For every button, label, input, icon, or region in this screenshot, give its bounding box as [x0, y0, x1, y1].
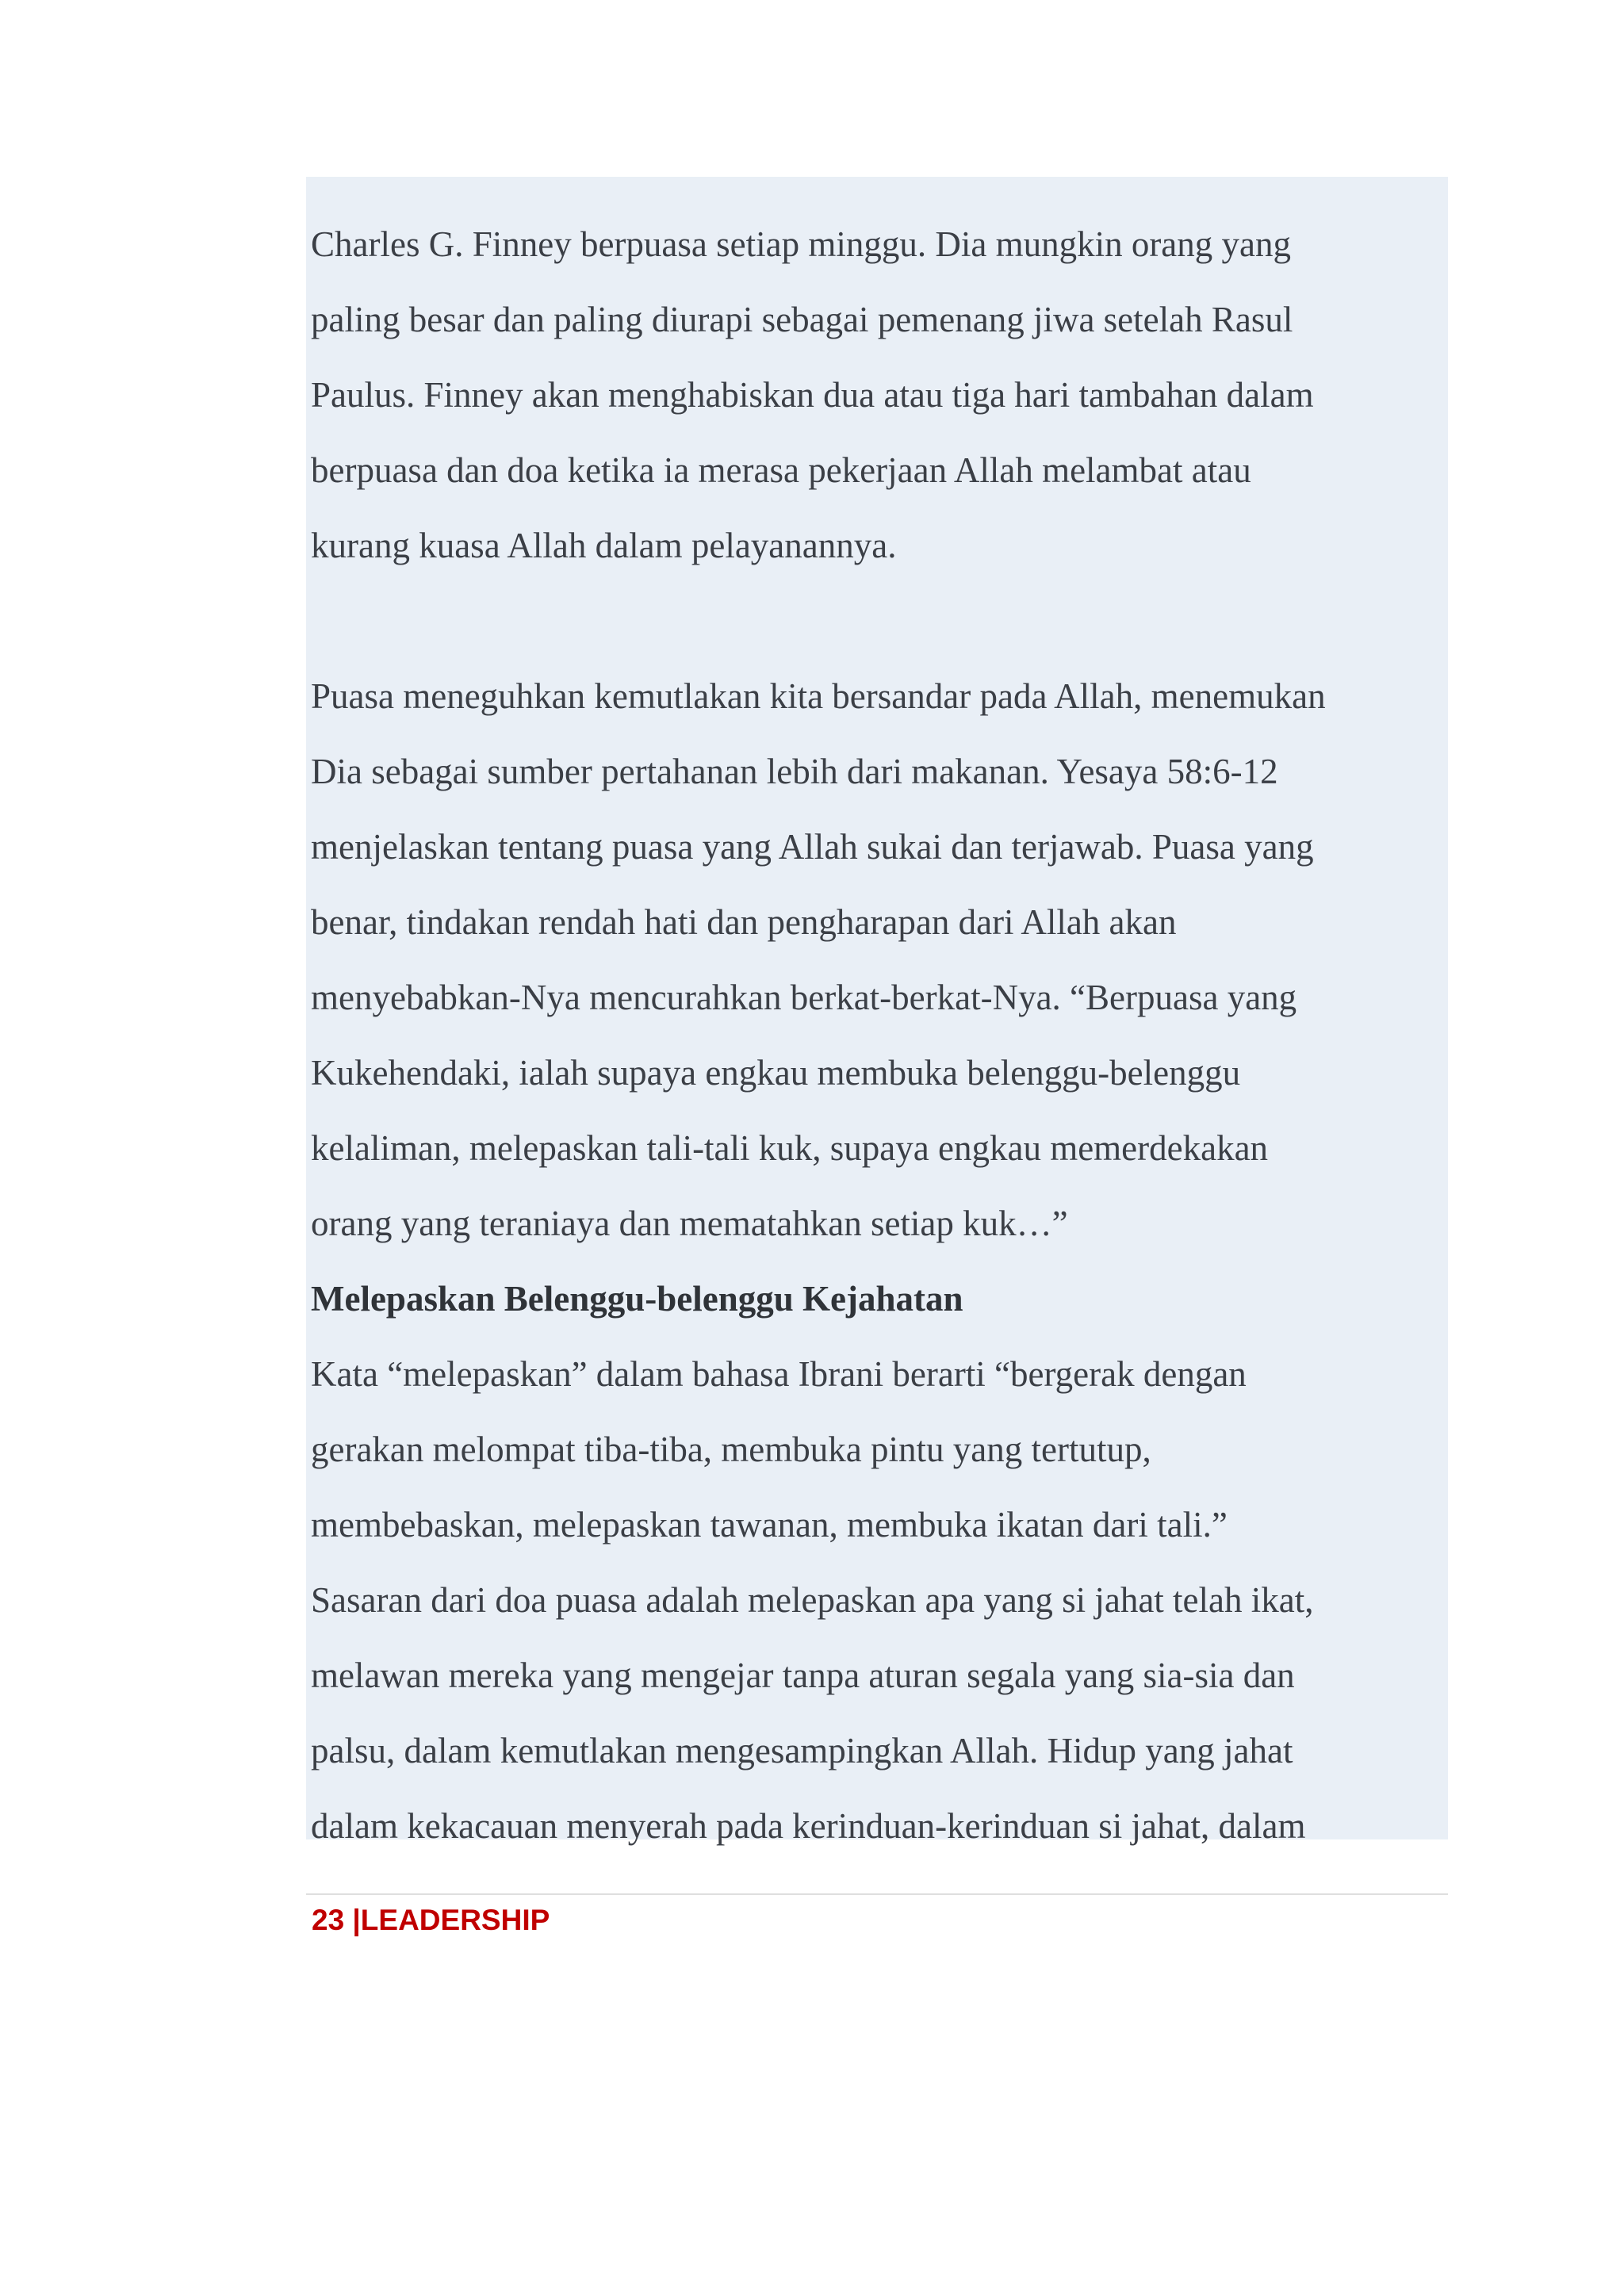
content-box: [306, 177, 1448, 1846]
paragraph-gap: [311, 584, 1446, 659]
text-line: Puasa meneguhkan kemutlakan kita bersandar pada Allah, menemukan: [311, 676, 1326, 716]
paragraph-puasa: [311, 659, 1446, 1261]
section-melepaskan: [311, 1261, 1446, 1864]
section-name: LEADERSHIP: [360, 1904, 550, 1936]
text-line: Paulus. Finney akan menghabiskan dua atau tiga hari tambahan dalam: [311, 375, 1314, 415]
text-line: benar, tindakan rendah hati dan pengharapan dari Allah akan: [311, 902, 1177, 942]
text-line: kelaliman, melepaskan tali-tali kuk, supaya engkau memerdekakan: [311, 1128, 1269, 1168]
text-line: melawan mereka yang mengejar tanpa aturan segala yang sia-sia dan: [311, 1656, 1295, 1695]
text-line: berpuasa dan doa ketika ia merasa pekerjaan Allah melambat atau: [311, 450, 1251, 490]
footer-divider: [306, 1893, 1448, 1895]
text-line: Kata “melepaskan” dalam bahasa Ibrani berarti “bergerak dengan: [311, 1354, 1247, 1394]
text-line: dalam kekacauan menyerah pada kerinduan-kerinduan si jahat, dalam: [311, 1806, 1306, 1846]
text-line: palsu, dalam kemutlakan mengesampingkan Allah. Hidup yang jahat: [311, 1731, 1293, 1770]
body-text: [311, 207, 1446, 1864]
text-line: Kukehendaki, ialah supaya engkau membuka belenggu-belenggu: [311, 1053, 1241, 1093]
text-line: Charles G. Finney berpuasa setiap minggu. Dia mungkin orang yang: [311, 224, 1292, 264]
text-line: Dia sebagai sumber pertahanan lebih dari makanan. Yesaya 58:6-12: [311, 752, 1278, 791]
page-footer: [312, 1901, 550, 1940]
text-line: Sasaran dari doa puasa adalah melepaskan apa yang si jahat telah ikat,: [311, 1580, 1314, 1620]
text-line: gerakan melompat tiba-tiba, membuka pintu yang tertutup,: [311, 1430, 1151, 1469]
text-line: menjelaskan tentang puasa yang Allah sukai dan terjawab. Puasa yang: [311, 827, 1314, 867]
footer-separator: |: [344, 1904, 361, 1936]
paragraph-finney: [311, 207, 1446, 584]
text-line: membebaskan, melepaskan tawanan, membuka ikatan dari tali.”: [311, 1505, 1228, 1545]
text-line: paling besar dan paling diurapi sebagai pemenang jiwa setelah Rasul: [311, 300, 1293, 339]
text-line: menyebabkan-Nya mencurahkan berkat-berkat-Nya. “Berpuasa yang: [311, 978, 1297, 1017]
page-number: 23: [312, 1904, 345, 1936]
text-line: orang yang teraniaya dan mematahkan setiap kuk…”: [311, 1204, 1068, 1243]
text-line: kurang kuasa Allah dalam pelayanannya.: [311, 526, 897, 565]
section-heading: Melepaskan Belenggu-belenggu Kejahatan: [311, 1279, 963, 1319]
